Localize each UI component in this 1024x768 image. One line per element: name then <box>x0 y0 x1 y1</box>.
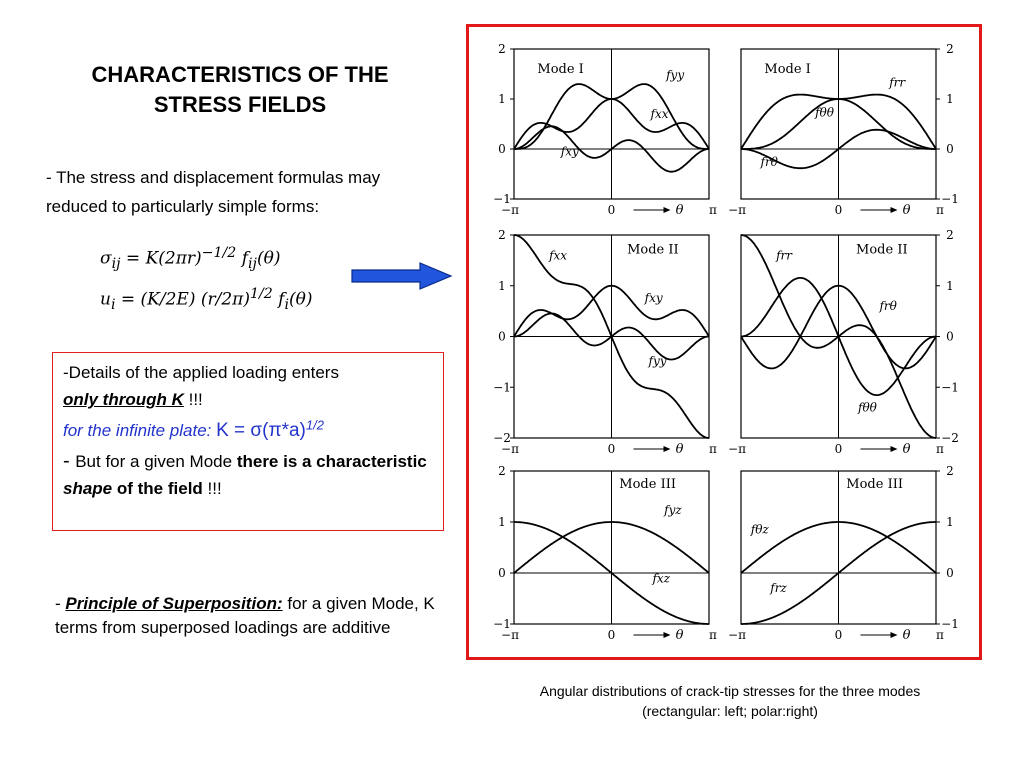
curve-label: fθθ <box>815 105 834 120</box>
slide-title <box>30 60 450 120</box>
curve-label: fxx <box>650 107 669 121</box>
theta-label: θ <box>675 203 684 218</box>
curve-label: fyy <box>648 353 667 368</box>
x-tick-label: π <box>936 628 944 642</box>
x-tick-label: −π <box>501 628 519 642</box>
curve-label: frr <box>776 248 793 263</box>
x-tick-label: π <box>936 203 944 217</box>
theta-label: θ <box>902 442 911 457</box>
x-tick-label: 0 <box>834 442 843 456</box>
dash: - <box>63 450 76 472</box>
x-tick-label: −π <box>501 442 519 456</box>
superposition-body: for a given Mode, K terms from superposed loadings are additive <box>55 594 435 637</box>
y-tick-label: 2 <box>498 228 506 242</box>
details-box <box>52 352 444 531</box>
shape-word: shape <box>63 479 113 498</box>
mode-label: Mode I <box>537 62 584 77</box>
x-tick-label: 0 <box>607 442 616 456</box>
theta-arrowhead <box>664 207 671 213</box>
y-tick-label: 1 <box>946 278 954 293</box>
mode-label: Mode I <box>764 62 811 77</box>
theta-label: θ <box>675 628 684 643</box>
mode-bold: there is a characteristic <box>236 452 427 471</box>
theta-arrowhead <box>664 446 671 452</box>
curve-label: fyz <box>664 502 682 517</box>
infinite-plate-line <box>63 417 437 444</box>
formula-block <box>100 238 360 320</box>
y-tick-label: 1 <box>498 278 506 293</box>
curve-label: fθz <box>750 522 769 537</box>
y-tick-label: 1 <box>946 92 954 106</box>
mode-label: Mode II <box>856 242 908 258</box>
y-tick-label: 0 <box>498 566 506 580</box>
figure-caption: Angular distributions of crack-tip stresses for the three modes (rectangular: left; polar:right) <box>539 683 921 719</box>
curve-label: fxz <box>652 571 670 586</box>
curve-label: fxy <box>644 290 663 305</box>
mode-label: Mode III <box>619 476 677 492</box>
y-tick-label: −1 <box>941 380 959 395</box>
curve-label: frθ <box>760 155 778 169</box>
y-tick-label: 1 <box>498 515 506 529</box>
theta-arrowhead <box>891 207 898 213</box>
curve-label: frr <box>889 75 906 90</box>
y-tick-label: 1 <box>498 92 506 106</box>
y-tick-label: 0 <box>498 142 506 156</box>
curve-label: fyy <box>666 68 685 82</box>
exclaim: !!! <box>183 390 203 409</box>
intro-text: - The stress and displacement formulas may reduced to particularly simple forms: <box>46 168 381 216</box>
k-formula: K = σ(π*a) <box>216 420 306 441</box>
theta-label: θ <box>902 628 911 643</box>
details-line-1: -Details of the applied loading enters <box>63 363 339 382</box>
superposition-text <box>55 592 435 640</box>
y-tick-label: −1 <box>941 617 959 631</box>
y-tick-label: 2 <box>946 228 954 242</box>
x-tick-label: −π <box>728 203 746 217</box>
x-tick-label: 0 <box>834 628 843 642</box>
x-tick-label: 0 <box>834 203 843 217</box>
plate-label: for the infinite plate: <box>63 421 217 440</box>
y-tick-label: 2 <box>946 42 954 56</box>
displacement-formula: $u_i = (K/2E)$ $(r/2\pi)^{1/2}$ $f_i(\theta)$ <box>100 286 313 314</box>
y-tick-label: −2 <box>493 431 511 445</box>
y-tick-label: −1 <box>493 380 511 395</box>
x-tick-label: π <box>936 442 944 456</box>
y-tick-label: −1 <box>941 192 959 206</box>
y-tick-label: 0 <box>946 566 954 580</box>
x-tick-label: π <box>709 442 717 456</box>
only-through-k: only through K <box>63 390 184 409</box>
mode-tail: !!! <box>202 479 222 498</box>
x-tick-label: 0 <box>607 203 616 217</box>
y-tick-label: 2 <box>498 42 506 56</box>
dash: - <box>55 594 66 613</box>
curve-label: fθθ <box>858 400 877 415</box>
y-tick-label: 1 <box>946 515 954 529</box>
y-tick-label: 2 <box>946 464 954 478</box>
curve-label: fxx <box>549 248 568 263</box>
x-tick-label: −π <box>728 442 746 456</box>
y-tick-label: 0 <box>946 329 954 344</box>
title-line-1: CHARACTERISTICS OF THE <box>91 62 389 87</box>
y-tick-label: 2 <box>498 464 506 478</box>
y-tick-label: −1 <box>493 192 511 206</box>
theta-arrowhead <box>664 632 671 638</box>
x-tick-label: −π <box>728 628 746 642</box>
curve-label: fxy <box>560 144 579 159</box>
theta-arrowhead <box>891 632 898 638</box>
curve-label: frθ <box>879 299 897 314</box>
theta-arrowhead <box>891 446 898 452</box>
y-tick-label: 0 <box>946 142 954 156</box>
k-exponent: 1/2 <box>305 417 324 433</box>
theta-label: θ <box>675 442 684 457</box>
x-tick-label: π <box>709 203 717 217</box>
y-tick-label: 0 <box>498 329 506 344</box>
mode-shape-text <box>63 448 437 502</box>
title-line-2: STRESS FIELDS <box>153 92 327 117</box>
y-tick-label: −1 <box>493 617 511 631</box>
curve-label: frz <box>770 580 787 595</box>
stress-plots-panel <box>466 24 982 660</box>
stress-plots-svg <box>469 27 979 657</box>
y-tick-label: −2 <box>941 431 959 445</box>
x-tick-label: −π <box>501 203 519 217</box>
mode-label: Mode III <box>846 476 904 492</box>
theta-label: θ <box>902 203 911 218</box>
x-tick-label: 0 <box>607 628 616 642</box>
x-tick-label: π <box>709 628 717 642</box>
superposition-heading: Principle of Superposition: <box>65 594 283 613</box>
mode-label: Mode II <box>627 242 679 258</box>
details-line-2 <box>63 386 437 413</box>
right-arrow-icon <box>350 262 455 292</box>
stress-formula: $\sigma_{ij} = K(2\pi r)^{-1/2}$ $f_{ij}(\theta)$ <box>100 245 281 273</box>
mode-pre: But for a given Mode <box>75 452 237 471</box>
mode-bold-2: of the field <box>112 479 203 498</box>
